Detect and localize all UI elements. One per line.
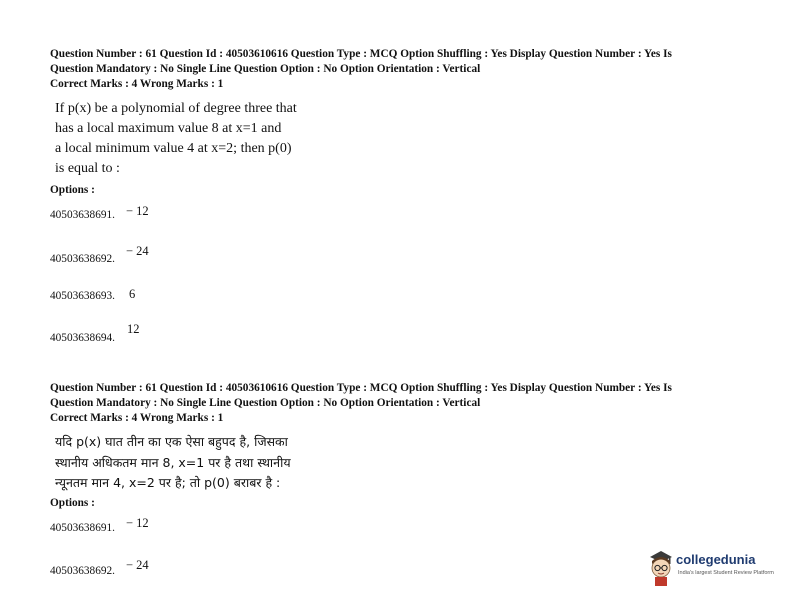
- mascot-icon: [646, 548, 676, 588]
- collegedunia-logo: [646, 548, 791, 592]
- question-text-line: a local minimum value 4 at x=2; then p(0): [55, 141, 292, 156]
- option-id: 40503638694.: [50, 332, 115, 344]
- option-value: − 24: [126, 558, 149, 572]
- question-marks: Correct Marks : 4 Wrong Marks : 1: [50, 78, 224, 90]
- question-text-line: is equal to :: [55, 161, 120, 176]
- question-meta-line-2: Question Mandatory : No Single Line Question Option : No Option Orientation : Vertical: [50, 63, 481, 75]
- brand-tagline: India's largest Student Review Platform: [678, 570, 774, 576]
- question-text-line: यदि p(x) घात तीन का एक ऐसा बहुपद है, जिसका: [55, 434, 288, 449]
- option-value: − 12: [126, 204, 149, 218]
- option-value: 12: [127, 322, 140, 336]
- option-id: 40503638692.: [50, 253, 115, 265]
- question-meta-line-2: Question Mandatory : No Single Line Question Option : No Option Orientation : Vertical: [50, 397, 481, 409]
- options-label: Options :: [50, 184, 95, 196]
- question-meta-line-1: Question Number : 61 Question Id : 40503610616 Question Type : MCQ Option Shuffling : Yes Display Question Number : Yes Is: [50, 382, 672, 394]
- brand-name: collegedunia: [676, 552, 756, 567]
- option-id: 40503638693.: [50, 290, 115, 302]
- question-marks: Correct Marks : 4 Wrong Marks : 1: [50, 412, 224, 424]
- option-id: 40503638691.: [50, 522, 115, 534]
- option-value: 6: [129, 287, 136, 301]
- question-text-line: If p(x) be a polynomial of degree three that: [55, 101, 297, 116]
- option-value: − 12: [126, 516, 149, 530]
- question-text-line: न्यूनतम मान 4, x=2 पर है; तो p(0) बराबर है :: [55, 475, 281, 490]
- question-text-line: स्थानीय अधिकतम मान 8, x=1 पर है तथा स्थानीय: [55, 455, 291, 470]
- option-id: 40503638692.: [50, 565, 115, 577]
- option-value: − 24: [126, 244, 149, 258]
- option-id: 40503638691.: [50, 209, 115, 221]
- options-label: Options :: [50, 497, 95, 509]
- question-meta-line-1: Question Number : 61 Question Id : 40503610616 Question Type : MCQ Option Shuffling : Yes Display Question Number : Yes Is: [50, 48, 672, 60]
- question-text-line: has a local maximum value 8 at x=1 and: [55, 121, 282, 136]
